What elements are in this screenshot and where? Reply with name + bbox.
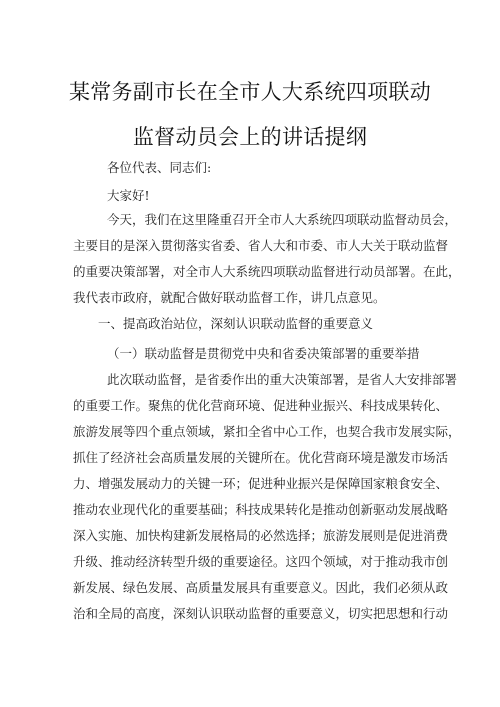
body-line: 主要目的是深入贯彻落实省委、省人大和市委、市人大关于联动监督	[73, 238, 449, 253]
body-line: 抓住了经济社会高质量发展的关键所在。优化营商环境是激发市场活	[73, 450, 449, 465]
document-title-line-1: 某常务副市长在全市人大系统四项联动	[68, 80, 432, 104]
body-line: 今天，我们在这里隆重召开全市人大系统四项联动监督动员会，	[107, 212, 458, 227]
body-line: 的重要决策部署，对全市人大系统四项联动监督进行动员部署。在此，	[73, 264, 461, 279]
body-line: 力、增强发展动力的关键一环；促进种业振兴是保障国家粮食安全、	[73, 476, 449, 491]
body-line: 新发展、绿色发展、高质量发展具有重要意义。因此，我们必须从政	[73, 580, 449, 595]
document-title-line-2: 监督动员会上的讲话提纲	[132, 125, 368, 149]
body-line: 的重要工作。聚焦的优化营商环境、促进种业振兴、科技成果转化、	[73, 398, 449, 413]
section-heading: 一、提高政治站位，深刻认识联动监督的重要意义	[98, 316, 374, 331]
greeting: 大家好!	[107, 188, 150, 203]
subsection-heading: （一）联动监督是贯彻党中央和省委决策部署的重要举措	[107, 346, 420, 361]
body-line: 治和全局的高度，深刻认识联动监督的重要意义，切实把思想和行动	[73, 606, 449, 621]
body-line: 我代表市政府，就配合做好联动监督工作，讲几点意见。	[73, 290, 386, 305]
salutation: 各位代表、同志们:	[107, 160, 212, 175]
body-line: 旅游发展等四个重点领域，紧扣全省中心工作，也契合我市发展实际，	[73, 424, 461, 439]
body-line: 推动农业现代化的重要基础；科技成果转化是推动创新驱动发展战略	[73, 502, 449, 517]
body-line: 此次联动监督，是省委作出的重大决策部署，是省人大安排部署	[107, 372, 458, 387]
body-line: 升级、推动经济转型升级的重要途径。这四个领域，对于推动我市创	[73, 554, 449, 569]
body-line: 深入实施、加快构建新发展格局的必然选择；旅游发展则是促进消费	[73, 528, 449, 543]
